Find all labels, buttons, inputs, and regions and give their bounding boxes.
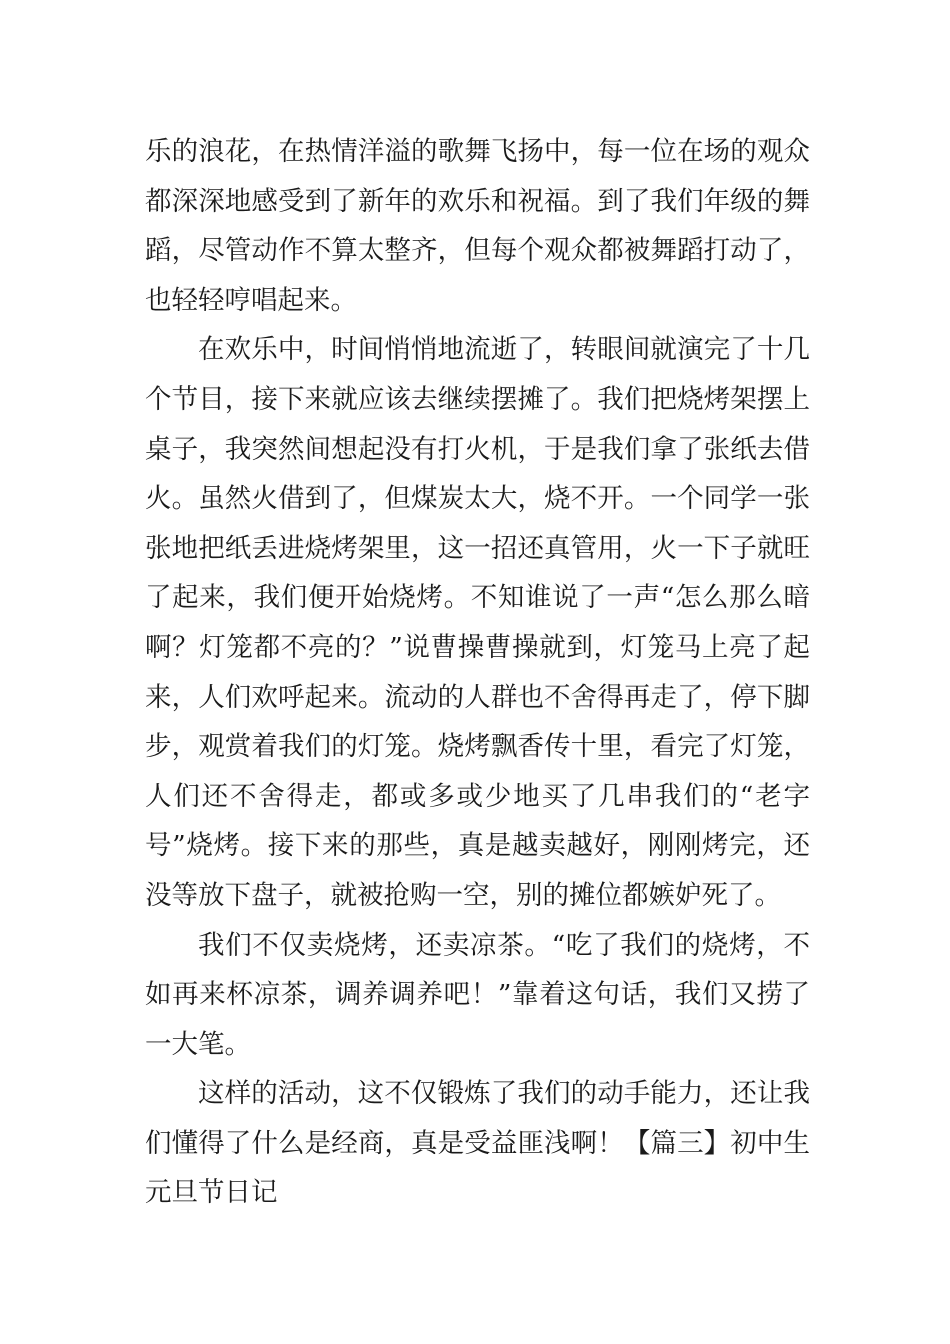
paragraph-cool-tea: 我们不仅卖烧烤，还卖凉茶。“吃了我们的烧烤，不如再来杯凉茶，调养调养吧！”靠着这句话，我们又捞了一大笔。 bbox=[145, 929, 810, 1060]
paragraph-conclusion: 这样的活动，这不仅锻炼了我们的动手能力，还让我们懂得了什么是经商，真是受益匪浅啊！【篇三】初中生元旦节日记 bbox=[145, 1078, 810, 1209]
document-body bbox=[145, 127, 810, 1218]
paragraph-continuation: 乐的浪花，在热情洋溢的歌舞飞扬中，每一位在场的观众都深深地感受到了新年的欢乐和祝福。到了我们年级的舞蹈，尽管动作不算太整齐，但每个观众都被舞蹈打动了，也轻轻哼唱起来。 bbox=[145, 136, 810, 316]
paragraph-bbq-story: 在欢乐中，时间悄悄地流逝了，转眼间就演完了十几个节目，接下来就应该去继续摆摊了。我们把烧烤架摆上桌子，我突然间想起没有打火机，于是我们拿了张纸去借火。虽然火借到了，但煤炭太大，烧不开。一个同学一张张地把纸丢进烧烤架里，这一招还真管用，火一下子就旺了起来，我们便开始烧烤。不知谁说了一声“怎么那么暗啊？灯笼都不亮的？”说曹操曹操就到，灯笼马上亮了起来，人们欢呼起来。流动的人群也不舍得再走了，停下脚步，观赏着我们的灯笼。烧烤飘香传十里，看完了灯笼，人们还不舍得走，都或多或少地买了几串我们的“老字号”烧烤。接下来的那些，真是越卖越好，刚刚烤完，还没等放下盘子，就被抢购一空，别的摊位都嫉妒死了。 bbox=[145, 334, 810, 911]
